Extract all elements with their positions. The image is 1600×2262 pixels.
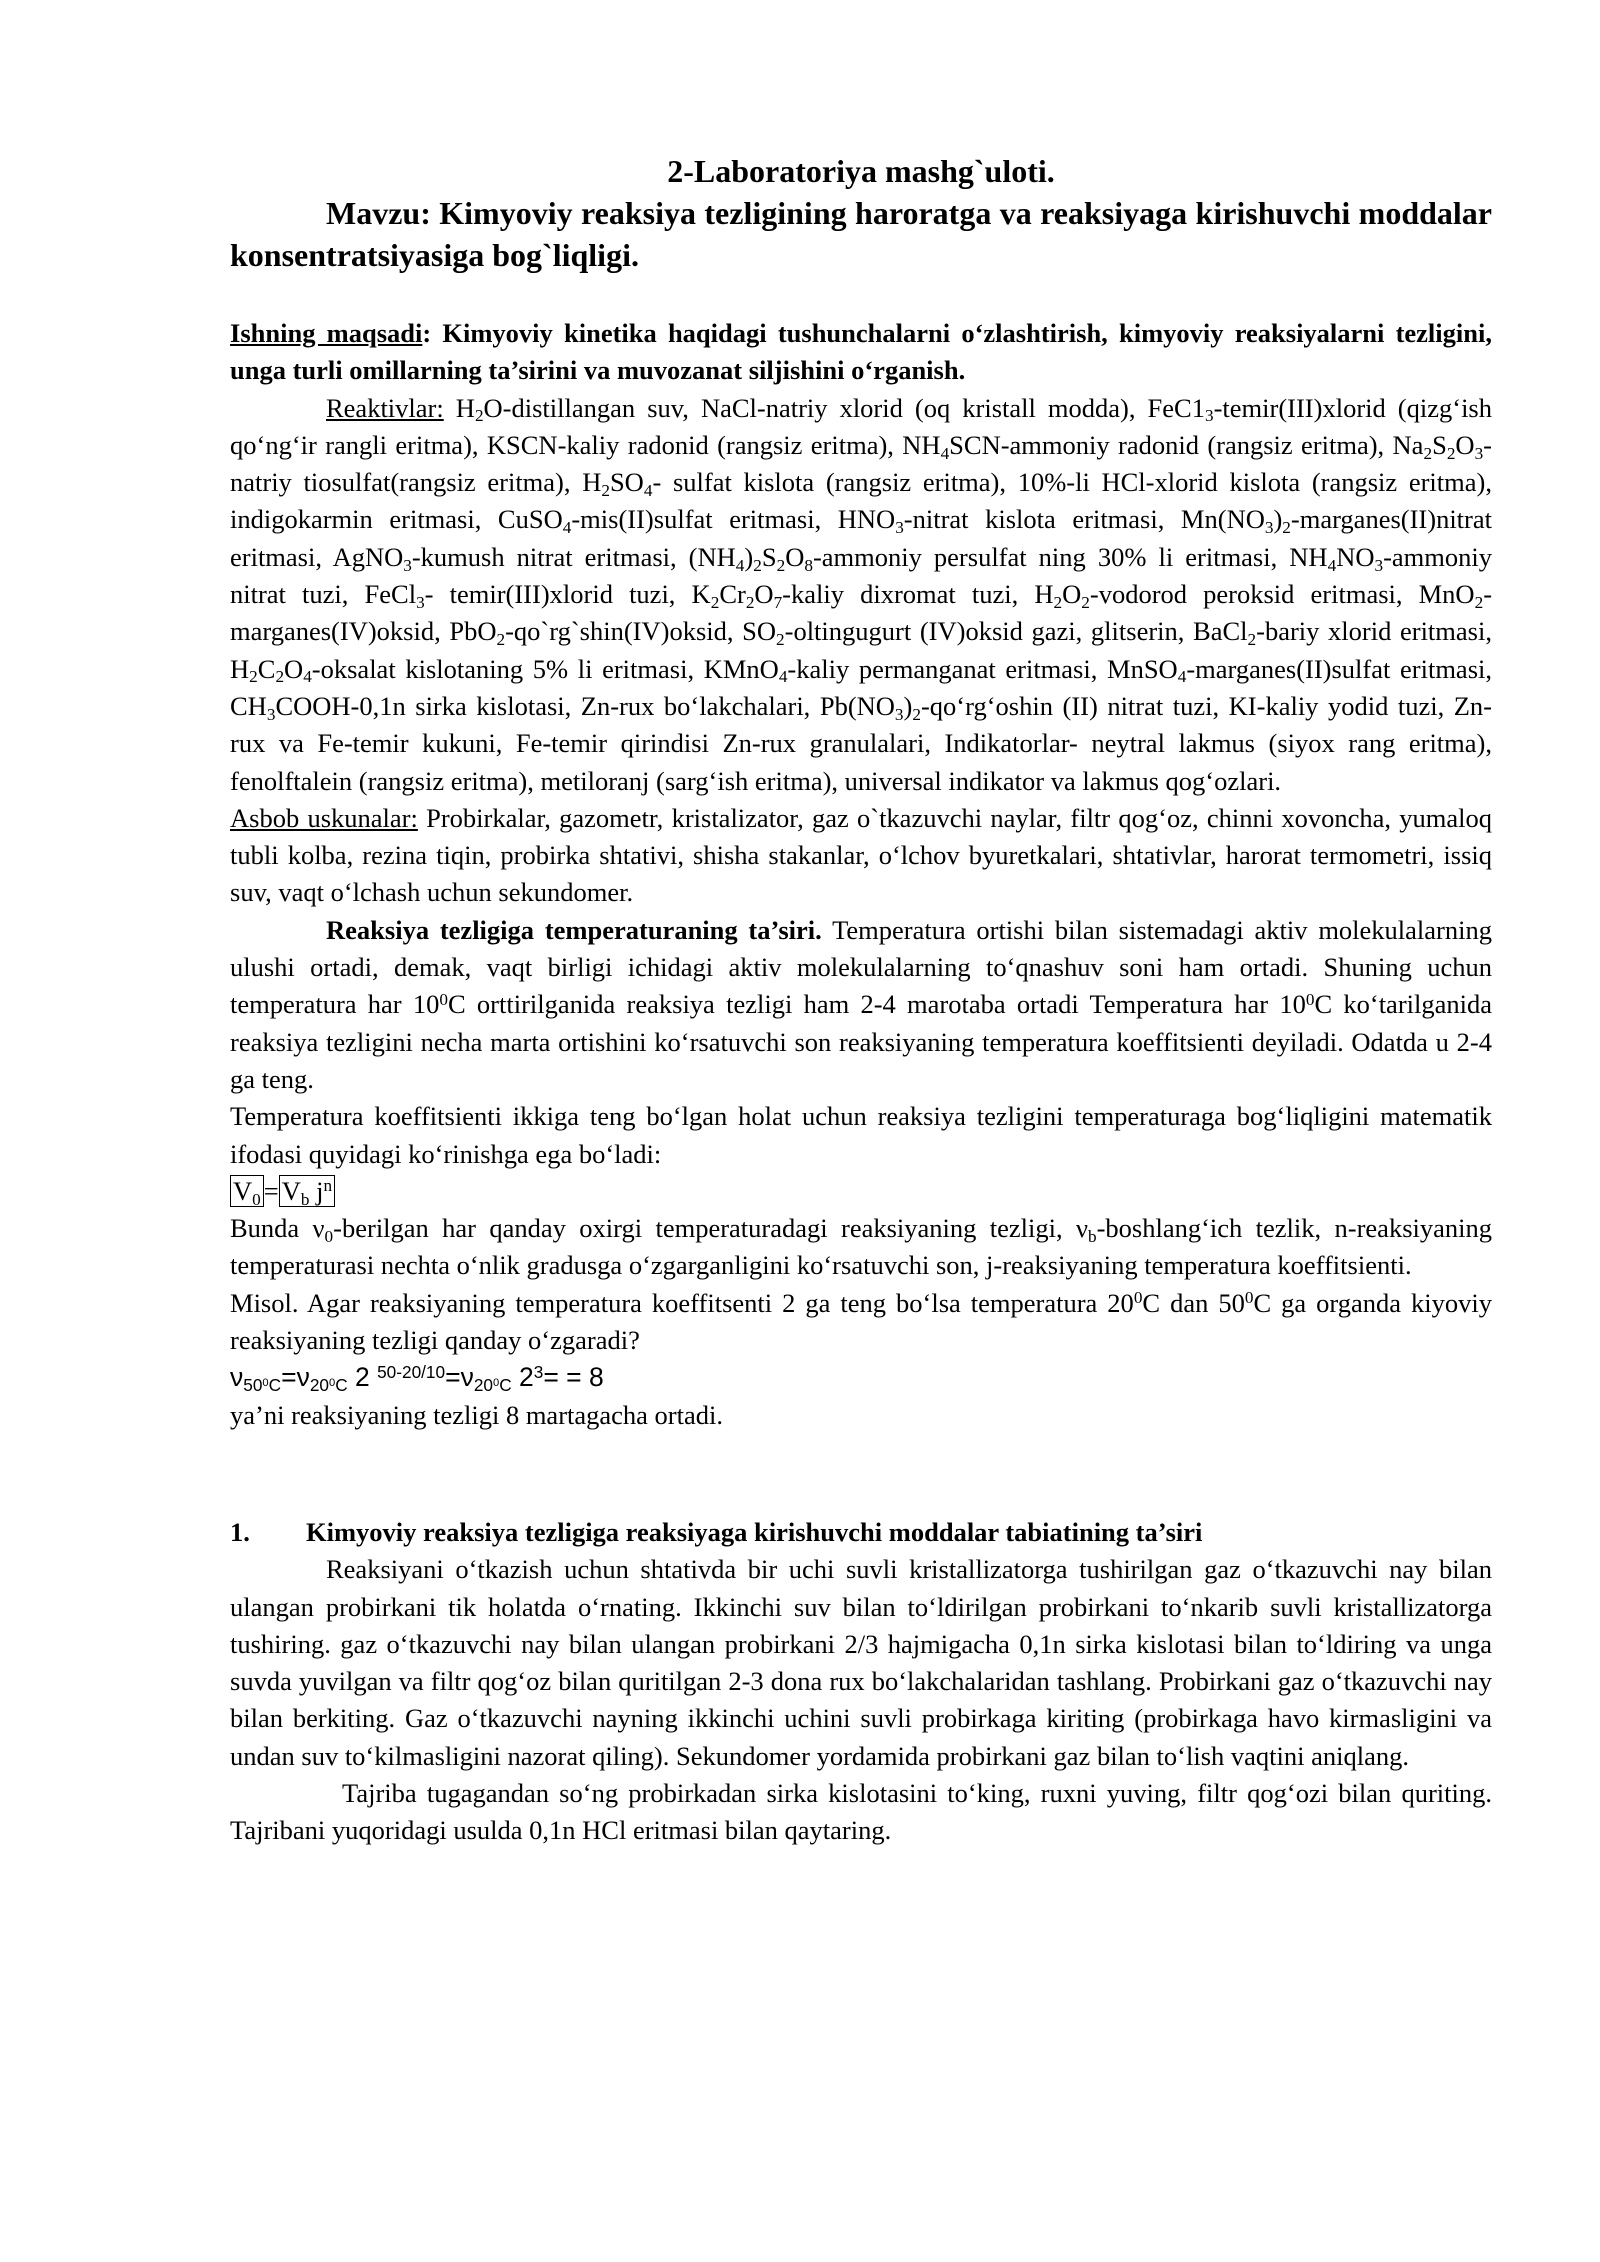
section1-paragraph-2: Tajriba tugagandan so‘ng probirkadan sirka kislotasini to‘king, ruxni yuving, filtr qog‘ozi bilan quriting. Tajribani yuqoridagi usulda 0,1n HCl eritmasi bilan qaytaring. xyxy=(230,1777,1492,1846)
formula-rhs: $V_b$ $j^n$ xyxy=(279,1175,335,1207)
reagents-label: Reaktivlar: xyxy=(326,392,444,423)
topic-heading: Mavzu: Kimyoviy reaksiya tezligining haroratga va reaksiyaga kirishuvchi moddalar konsentratsiyasiga bog`liqligi. xyxy=(230,195,1492,273)
section1-title: Kimyoviy reaksiya tezligiga reaksiyaga kirishuvchi moddalar tabiatining ta’siri xyxy=(306,1516,1203,1547)
lab-title: 2-Laboratoriya mashg`uloti. xyxy=(667,153,1055,189)
section1-paragraph-1: Reaksiyani o‘tkazish uchun shtativda bir uchi suvli kristallizatorga tushirilgan gaz o‘tkazuvchi nay bilan ulangan probirkani tik holatda o‘rnating. Ikkinchi suv bilan to‘ldirilgan probirkani to‘nkarib suvli kristallizatorga tushiring. gaz o‘tkazuvchi nay bilan ulangan probirkani 2/3 hajmigacha 0,1n sirka kislotasi bilan to‘ldiring va unga suvda yuvilgan va filtr qog‘oz bilan quritilgan 2-3 dona rux bo‘lakchalaridan tashlang. Probirkani gaz o‘tkazuvchi nay bilan berkiting. Gaz o‘tkazuvchi nayning ikkinchi uchini suvli probirkaga kiriting (probirkaga havo kirmasligini va undan suv to‘kilmasligini nazorat qiling). Sekundomer yordamida probirkani gaz bilan to‘lish vaqtini aniqlang. xyxy=(230,1554,1492,1771)
definitions-paragraph: Bunda $\nu_0$-berilgan har qanday oxirgi temperaturadagi reaksiyaning tezligi, $\nu_b-boshlang‘ich$ tezlik, n-reaksiyaning temperaturasi nechta o‘nlik gradusga o‘zgarganligini ko‘rsatuvchi son, j-reaksiyaning temperatura koeffitsienti. xyxy=(230,1213,1492,1281)
document-page xyxy=(230,150,1492,1850)
temperature-heading: Reaksiya tezligiga temperaturaning ta’siri. xyxy=(326,914,822,945)
equipment-paragraph xyxy=(230,800,1492,912)
section1-number: 1. xyxy=(230,1516,250,1547)
formula-lhs: $V_0$ xyxy=(230,1175,264,1207)
example-paragraph: Misol. Agar reaksiyaning temperatura koeffitsenti 2 ga teng bo‘lsa temperatura $20^0C$ dan $50^0C$ ga organda kiyoviy reaksiyaning tezligi qanday o‘zgaradi? xyxy=(230,1287,1492,1356)
temperature-paragraph: Reaksiya tezligiga temperaturaning ta’siri. Temperatura ortishi bilan sistemadagi aktiv molekulalarning ulushi ortadi, demak, vaqt birligi ichidagi aktiv molekulalarning to‘qnashuv soni ham ortadi. Shuning uchun temperatura har $10^0C$ orttirilganida reaksiya tezligi ham 2-4 marotaba ortadi Temperatura har $10^0C$ ko‘tarilganida reaksiya tezligini necha marta ortishini ko‘rsatuvchi son reaksiyaning temperatura koeffitsienti deyiladi. Odatda u 2-4 ga teng. xyxy=(230,914,1493,1094)
example-calculation: $\nu_{50^0C}=\nu_{20^0C}$ 2 $^{50-20/10}=\nu_{20^0C}$ $2^3= = 8$ xyxy=(230,1361,604,1396)
formula: $V_0 = V_b$ $j^n$ xyxy=(230,1173,1492,1210)
coefficient-paragraph: Temperatura koeffitsienti ikkiga teng bo‘lgan holat uchun reaksiya tezligini temperaturaga bog‘liqligini matematik ifodasi quyidagi ko‘rinishga ega bo‘ladi: xyxy=(230,1101,1492,1169)
conclusion: ya’ni reaksiyaning tezligi 8 martagacha ortadi. xyxy=(230,1399,723,1430)
goal-text: : Kimyoviy kinetika haqidagi tushunchalarni o‘zlashtirish, kimyoviy reaksiyalarni tezligini, unga turli omillarning ta’sirini va muvozanat siljishini o‘rganish. xyxy=(230,318,1492,386)
reagents-paragraph xyxy=(230,390,1492,800)
goal-paragraph xyxy=(230,315,1492,390)
equipment-text: Probirkalar, gazometr, kristalizator, gaz o`tkazuvchi naylar, filtr qog‘oz, chinni xovoncha, yumaloq tubli kolba, rezina tiqin, probirka shtativi, shisha stakanlar, o‘lchov byuretkalari, shtativlar, harorat termometri, issiq suv, vaqt o‘lchash uchun sekundomer. xyxy=(230,802,1492,908)
reagents-text: $H_2O$-distillangan suv, NaCl-natriy xlorid (oq kristall modda), $FeC1_3-temir(III)xlorid$ (qizg‘ish qo‘ng‘ir rangli eritma), KSCN-kaliy radonid (rangsiz eritma), $NH_4SCN$-ammoniy radonid (rangsiz eritma), $Na_2S_2O_3$-natriy tiosulfat(rangsiz eritma), $H_2SO_4-$ sulfat kislota (rangsiz eritma), 10%-li HCl-xlorid kislota (rangsiz eritma), indigokarmin eritmasi, CuSO$_4$-mis(II)sulfat eritmasi, $HNO_3$-nitrat kislota eritmasi, $Mn(NO_3)_2-marganes(II)nitrat$ eritmasi, AgNO$_3$-kumush nitrat eritmasi, $(NH_4)_2S_2O_8$-ammoniy persulfat ning 30% li eritmasi, $NH_4NO_3$-ammoniy nitrat tuzi, FeCl$_3$- temir(III)xlorid tuzi, $K_2Cr_2O_7$-kaliy dixromat tuzi, $H_2O_2$-vodorod peroksid eritmasi, MnO$_2$-marganes(IV)oksid, PbO$_2$-qo`rg`shin(IV)oksid, $SO_2$-oltingugurt (IV)oksid gazi, glitserin, BaCl$_2$-bariy xlorid eritmasi, $H_2C_2O_4$-oksalat kislotaning 5% li eritmasi, KMnO$_4$-kaliy permanganat eritmasi, MnSO$_4$-marganes(II)sulfat eritmasi, $CH_3COOH-0,1n$ sirka kislotasi, Zn-rux bo‘lakchalari, $Pb(NO_3)_2-qo‘rg‘oshin$ (II) nitrat tuzi, KI-kaliy yodid tuzi, Zn-rux va Fe-temir kukuni, Fe-temir qirindisi Zn-rux granulalari, Indikatorlar- neytral lakmus (siyox rang eritma), fenolftalein (rangsiz eritma), metiloranj (sarg‘ish eritma), universal indikator va lakmus qog‘ozlari. xyxy=(230,392,1493,796)
equipment-label: Asbob uskunalar: xyxy=(230,802,418,833)
goal-label: Ishning maqsadi xyxy=(230,318,423,348)
section1-heading xyxy=(230,1514,1492,1551)
